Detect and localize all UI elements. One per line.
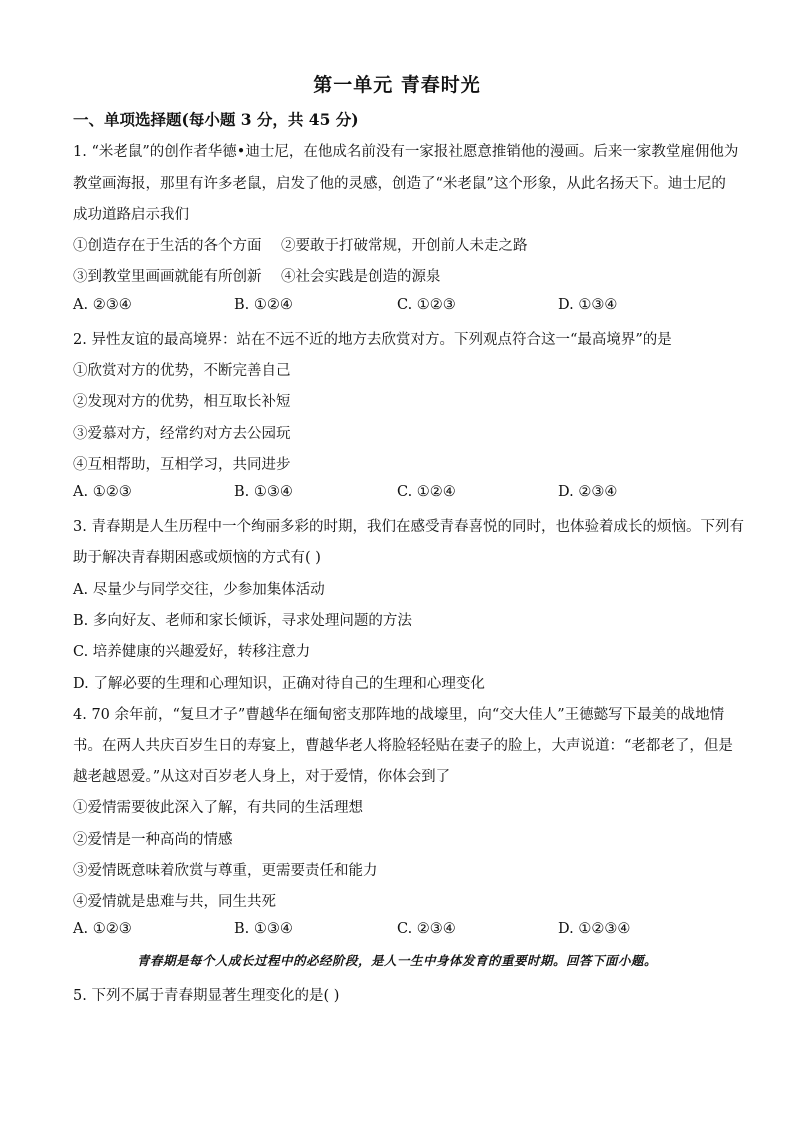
q1-option-d[interactable]: D. ①③④: [558, 297, 618, 313]
q2-statement-1: ①欣赏对方的优势，不断完善自己: [73, 363, 291, 379]
q1-stem-line-3: 成功道路启示我们: [73, 207, 189, 223]
q4-statement-4: ④爱情就是患难与共，同生共死: [73, 894, 276, 910]
q2-statement-3: ③爱慕对方，经常约对方去公园玩: [73, 426, 291, 442]
q4-option-c[interactable]: C. ②③④: [397, 921, 456, 937]
q1-statements-row-1: [73, 234, 528, 255]
q3-stem-line-1: 3. 青春期是人生历程中一个绚丽多彩的时期，我们在感受青春喜悦的同时，也体验着成长的烦恼。下列有: [73, 519, 744, 535]
q3-stem-line-2: 助于解决青春期困惑或烦恼的方式有( ): [73, 550, 321, 566]
unit-title: 第一单元 青春时光: [313, 74, 481, 96]
q1-statement-3: ③到教堂里画画就能有所创新: [73, 269, 262, 285]
reading-material: 青春期是每个人成长过程中的必经阶段，是人一生中身体发育的重要时期。回答下面小题。: [136, 953, 657, 968]
q3-option-b[interactable]: B. 多向好友、老师和家长倾诉，寻求处理问题的方法: [73, 613, 412, 629]
q5-stem: 5. 下列不属于青春期显著生理变化的是( ): [73, 988, 340, 1004]
q1-option-a[interactable]: A. ②③④: [73, 297, 132, 313]
q1-statement-1: ①创造存在于生活的各个方面: [73, 238, 262, 254]
q1-stem-line-1: 1. “米老鼠”的创作者华德•迪士尼，在他成名前没有一家报社愿意推销他的漫画。后来一家教堂雇佣他为: [73, 144, 739, 160]
q1-stem-line-2: 教堂画海报，那里有许多老鼠，启发了他的灵感，创造了“米老鼠”这个形象，从此名扬天下。迪士尼的: [73, 176, 726, 192]
q1-option-c[interactable]: C. ①②③: [397, 297, 456, 313]
section-header: 一、单项选择题(每小题 3 分，共 45 分): [73, 110, 359, 129]
q4-options: [73, 921, 733, 941]
q3-option-c[interactable]: C. 培养健康的兴趣爱好，转移注意力: [73, 644, 311, 660]
q4-stem-line-1: 4. 70 余年前，“复旦才子”曹越华在缅甸密支那阵地的战壕里，向“交大佳人”王德懿写下最美的战地情: [73, 707, 725, 723]
q4-option-d[interactable]: D. ①②③④: [558, 921, 631, 937]
q1-options: [73, 297, 733, 317]
q1-statement-4: ④社会实践是创造的源泉: [281, 269, 441, 285]
q2-option-d[interactable]: D. ②③④: [558, 484, 618, 500]
q2-statement-4: ④互相帮助，互相学习，共同进步: [73, 457, 291, 473]
q4-stem-line-3: 越老越恩爱。”从这对百岁老人身上，对于爱情，你体会到了: [73, 769, 451, 785]
q2-stem: 2. 异性友谊的最高境界：站在不远不近的地方去欣赏对方。下列观点符合这一“最高境界”的是: [73, 332, 672, 348]
q3-option-d[interactable]: D. 了解必要的生理和心理知识，正确对待自己的生理和心理变化: [73, 676, 485, 692]
q4-statement-2: ②爱情是一种高尚的情感: [73, 832, 233, 848]
q2-option-b[interactable]: B. ①③④: [234, 484, 293, 500]
q4-statement-1: ①爱情需要彼此深入了解，有共同的生活理想: [73, 800, 363, 816]
q4-option-b[interactable]: B. ①③④: [234, 921, 293, 937]
q2-options: [73, 484, 733, 504]
q1-statements-row-2: [73, 265, 441, 286]
q1-statement-2: ②要敢于打破常规，开创前人未走之路: [281, 238, 528, 254]
q2-option-a[interactable]: A. ①②③: [73, 484, 132, 500]
q3-option-a[interactable]: A. 尽量少与同学交往，少参加集体活动: [73, 582, 325, 598]
q4-statement-3: ③爱情既意味着欣赏与尊重，更需要责任和能力: [73, 863, 378, 879]
q4-option-a[interactable]: A. ①②③: [73, 921, 132, 937]
q2-statement-2: ②发现对方的优势，相互取长补短: [73, 394, 291, 410]
q2-option-c[interactable]: C. ①②④: [397, 484, 456, 500]
q1-option-b[interactable]: B. ①②④: [234, 297, 293, 313]
q4-stem-line-2: 书。在两人共庆百岁生日的寿宴上，曹越华老人将脸轻轻贴在妻子的脸上，大声说道：“老都老了，但是: [73, 738, 733, 754]
